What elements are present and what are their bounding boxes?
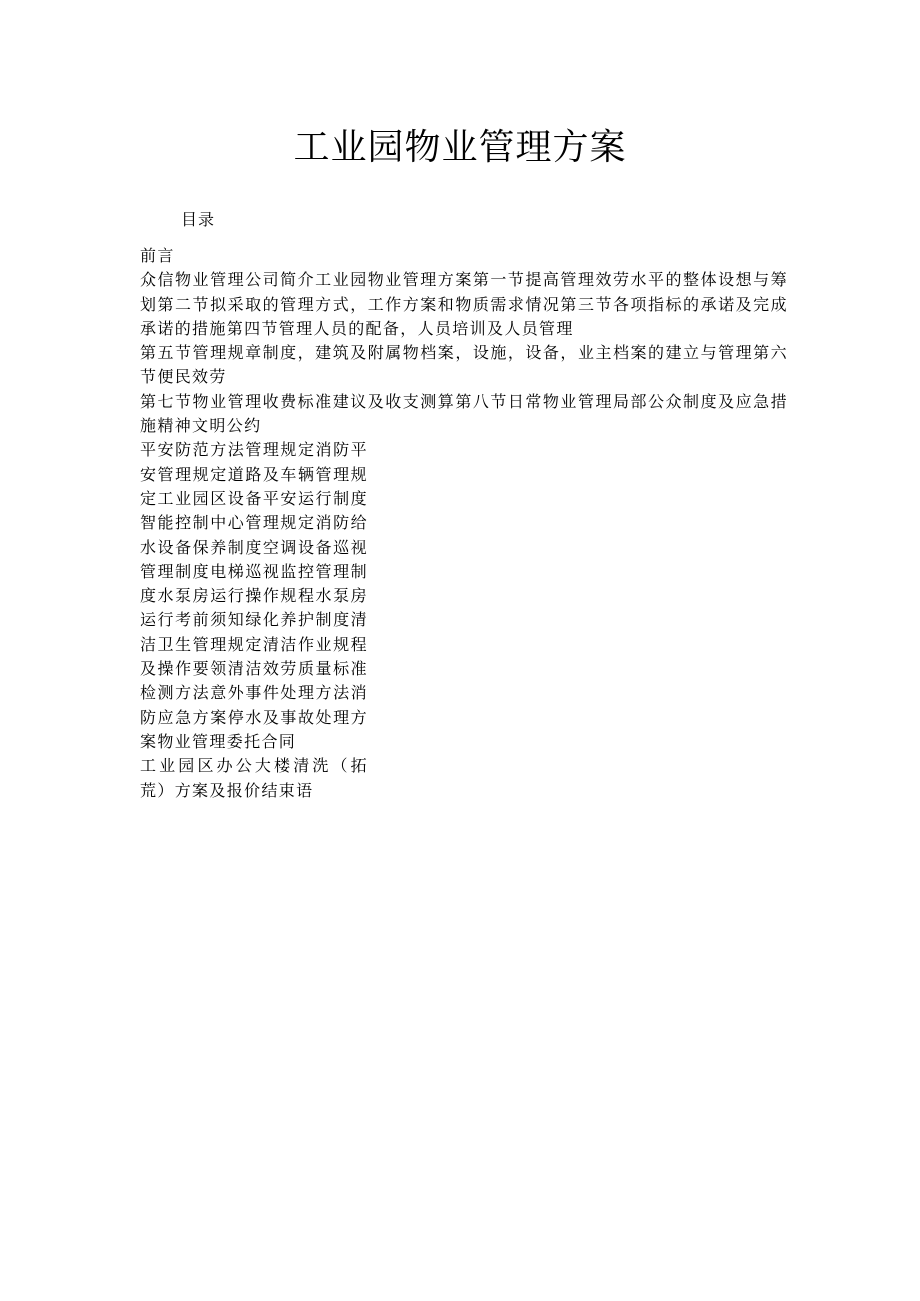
toc-entry-cleaning-plan: 工业园区办公大楼清洗（拓荒）方案及报价结束语	[140, 756, 368, 800]
toc-entry-sections-1-4: 众信物业管理公司简介工业园物业管理方案第一节提高管理效劳水平的整体设想与筹划第二节拟采取的管理方式，工作方案和物质需求情况第三节各项指标的承诺及完成承诺的措施第四节管理人员的配备，人员培训及人员管理	[140, 270, 788, 338]
document-title: 工业园物业管理方案	[293, 127, 627, 168]
toc-entry-sections-5-6: 第五节管理规章制度，建筑及附属物档案，设施，设备，业主档案的建立与管理第六节便民效劳	[140, 343, 788, 387]
toc-heading: 目录	[181, 210, 216, 229]
toc-entry-sections-7-8: 第七节物业管理收费标准建议及收支测算第八节日常物业管理局部公众制度及应急措施精神文明公约	[140, 391, 788, 436]
toc-entry-preface: 前言	[140, 246, 175, 265]
toc-content	[140, 244, 788, 803]
toc-entry-regulations: 平安防范方法管理规定消防平安管理规定道路及车辆管理规定工业园区设备平安运行制度智能控制中心管理规定消防给水设备保养制度空调设备巡视管理制度电梯巡视监控管理制度水泵房运行操作规程水泵房运行考前须知绿化养护制度清洁卫生管理规定清洁作业规程及操作要领清洁效劳质量标准检测方法意外事件处理方法消防应急方案停水及事故处理方案物业管理委托合同	[140, 440, 368, 751]
